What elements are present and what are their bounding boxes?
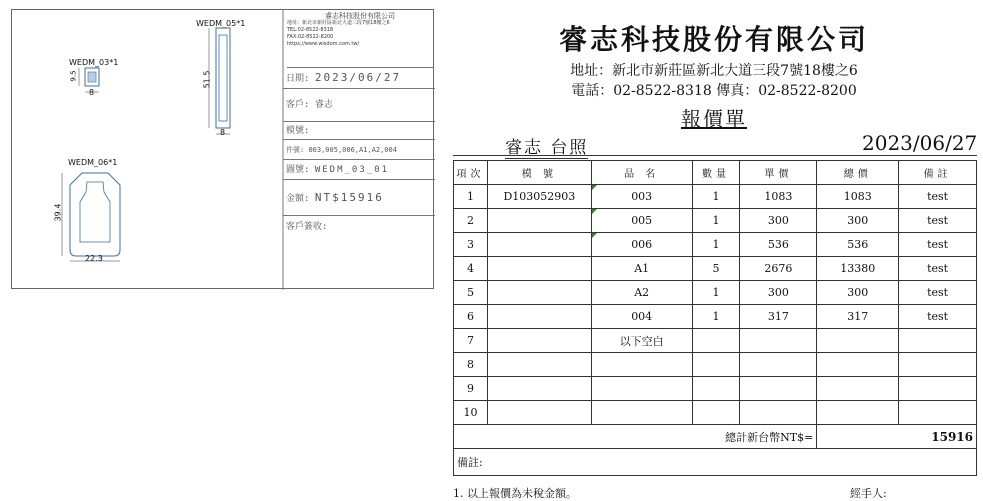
row-model: [487, 233, 591, 257]
row-qty: 1: [692, 209, 740, 233]
row-total-price: [817, 329, 899, 353]
quote-table-row: [454, 281, 977, 305]
part-label-wedm05: WEDM_05*1: [196, 19, 246, 28]
dim-wedm03-width: 8: [89, 88, 95, 97]
row-no: 4: [454, 257, 488, 281]
row-note: test: [899, 305, 977, 329]
row-qty: [692, 401, 740, 425]
row-no: 6: [454, 305, 488, 329]
row-total-price: 300: [817, 281, 899, 305]
row-unit-price: [740, 377, 817, 401]
row-no: 1: [454, 185, 488, 209]
title-block-header: [287, 13, 433, 68]
row-item: 004: [591, 305, 692, 329]
col-header-unit-price: 單價: [740, 161, 817, 185]
row-model: [487, 209, 591, 233]
row-unit-price: 536: [740, 233, 817, 257]
row-note: [899, 353, 977, 377]
title-block-drawing-no-row: [283, 160, 435, 180]
row-model: [487, 257, 591, 281]
row-model: D103052903: [487, 185, 591, 209]
row-item: [591, 353, 692, 377]
row-item: A1: [591, 257, 692, 281]
row-model: [487, 281, 591, 305]
part-label-wedm06: WEDM_06*1: [68, 158, 118, 167]
title-block-web: https://www.wisdom.com.tw/: [287, 41, 360, 47]
col-header-total-price: 總價: [817, 161, 899, 185]
dim-wedm03-height: 9.5: [69, 70, 78, 82]
row-model: [487, 305, 591, 329]
part-wedm06-outline: [70, 173, 120, 256]
row-item: A2: [591, 281, 692, 305]
row-note: test: [899, 209, 977, 233]
part-wedm03-inner: [88, 72, 96, 82]
quote-footnote: 1. 以上報價為未稅金額。: [453, 487, 577, 500]
row-unit-price: [740, 329, 817, 353]
row-note: [899, 329, 977, 353]
title-block-model-row: [283, 122, 435, 140]
title-block-parts-value: 003,005,006,A1,A2,004: [308, 146, 397, 154]
quote-table-row: [454, 257, 977, 281]
row-qty: 1: [692, 305, 740, 329]
quote-total-row: [454, 425, 977, 449]
row-model: [487, 329, 591, 353]
row-no: 3: [454, 233, 488, 257]
quote-remarks-label: 備註:: [454, 449, 977, 476]
title-block-customer-label: 客戶:: [286, 100, 310, 110]
col-header-qty: 數量: [692, 161, 740, 185]
quote-header-rule: [453, 155, 977, 156]
dim-wedm06-width: 22.3: [85, 254, 103, 263]
row-total-price: [817, 353, 899, 377]
row-no: 7: [454, 329, 488, 353]
title-block-date-label: 日期:: [286, 74, 310, 84]
row-model: [487, 401, 591, 425]
cad-drawing-sheet: [11, 9, 434, 289]
row-unit-price: 1083: [740, 185, 817, 209]
quote-total-label: 總計新台幣NT$=: [454, 425, 817, 449]
quote-address: 地址：新北市新莊區新北大道三段7號18樓之6: [570, 63, 858, 79]
col-header-no: 項次: [454, 161, 488, 185]
title-block-customer-value: 睿志: [314, 100, 333, 110]
row-item: 003: [591, 185, 692, 209]
row-unit-price: [740, 401, 817, 425]
title-block-model-label: 模號:: [286, 126, 310, 136]
col-header-note: 備註: [899, 161, 977, 185]
row-qty: 1: [692, 281, 740, 305]
row-total-price: 13380: [817, 257, 899, 281]
dim-wedm05-height: 51.5: [202, 70, 212, 89]
row-no: 10: [454, 401, 488, 425]
title-block-parts-row: [283, 140, 435, 160]
dim-wedm06-height: 39.4: [53, 203, 63, 222]
row-total-price: 1083: [817, 185, 899, 209]
title-block-date-row: [283, 67, 435, 89]
part-wedm05-inner: [219, 35, 227, 121]
quote-phone: 電話：02-8522-8318 傳真：02-8522-8200: [571, 83, 857, 99]
quote-table-row: [454, 401, 977, 425]
quote-customer: 睿志 台照: [505, 133, 588, 159]
row-note: [899, 401, 977, 425]
quote-remarks-row: [454, 449, 977, 476]
title-block-customer-row: [283, 89, 435, 122]
row-qty: [692, 329, 740, 353]
quote-date: 2023/06/27: [862, 131, 978, 155]
part-label-wedm03: WEDM_03*1: [69, 58, 119, 67]
title-block-address: 地址：新北市新莊區新北大道三段7號18樓之6: [287, 20, 390, 26]
quotation-sheet: [450, 8, 978, 500]
title-block-amount-label: 金額:: [286, 194, 310, 204]
quote-table-row: [454, 353, 977, 377]
quote-table-row: [454, 233, 977, 257]
row-qty: [692, 353, 740, 377]
row-total-price: 317: [817, 305, 899, 329]
row-unit-price: [740, 353, 817, 377]
title-block-amount-value: NT$15916: [314, 191, 384, 204]
row-item: [591, 401, 692, 425]
row-note: test: [899, 281, 977, 305]
title-block-sign-label: 客戶簽收:: [286, 222, 328, 232]
row-note: test: [899, 185, 977, 209]
title-block-drawing-no-label: 圖號:: [286, 165, 310, 175]
row-total-price: 536: [817, 233, 899, 257]
row-note: [899, 377, 977, 401]
col-header-model: 模 號: [487, 161, 591, 185]
row-model: [487, 377, 591, 401]
row-no: 5: [454, 281, 488, 305]
row-no: 9: [454, 377, 488, 401]
title-block-amount-row: [283, 180, 435, 216]
row-item: 006: [591, 233, 692, 257]
row-qty: 1: [692, 185, 740, 209]
row-unit-price: 2676: [740, 257, 817, 281]
quote-table-row: [454, 209, 977, 233]
title-block-parts-label: 件號:: [286, 146, 305, 154]
row-qty: 1: [692, 233, 740, 257]
row-unit-price: 300: [740, 209, 817, 233]
quote-table-row: [454, 329, 977, 353]
row-qty: 5: [692, 257, 740, 281]
row-no: 8: [454, 353, 488, 377]
quote-document-title: 報價單: [681, 107, 747, 131]
quote-table-row: [454, 377, 977, 401]
row-total-price: [817, 401, 899, 425]
title-block-drawing-no-value: WEDM_03_01: [314, 165, 390, 175]
row-note: test: [899, 257, 977, 281]
row-qty: [692, 377, 740, 401]
row-item: 以下空白: [591, 329, 692, 353]
row-unit-price: 317: [740, 305, 817, 329]
row-total-price: [817, 377, 899, 401]
dim-wedm05-width: 8: [220, 128, 226, 137]
row-model: [487, 353, 591, 377]
title-block-tel: TEL:02-8522-8318: [287, 27, 334, 33]
quote-handler-label: 經手人:: [850, 487, 887, 500]
quote-table-row: [454, 305, 977, 329]
row-total-price: 300: [817, 209, 899, 233]
quote-table-row: [454, 185, 977, 209]
col-header-item: 品 名: [591, 161, 692, 185]
row-no: 2: [454, 209, 488, 233]
quote-total-value: 15916: [817, 425, 977, 449]
row-item: [591, 377, 692, 401]
quote-table-header-row: [454, 161, 977, 185]
row-note: test: [899, 233, 977, 257]
quote-table: [453, 160, 977, 476]
title-block-date-value: 2023/06/27: [314, 71, 402, 84]
part-wedm05-outline: [216, 28, 230, 128]
quote-company-name: 睿志科技股份有限公司: [558, 23, 869, 56]
part-wedm06-bottle: [80, 182, 110, 242]
row-item: 005: [591, 209, 692, 233]
title-block-company: 睿志科技股份有限公司: [325, 12, 395, 20]
title-block-fax: FAX:02-8522-8200: [287, 34, 334, 40]
row-unit-price: 300: [740, 281, 817, 305]
